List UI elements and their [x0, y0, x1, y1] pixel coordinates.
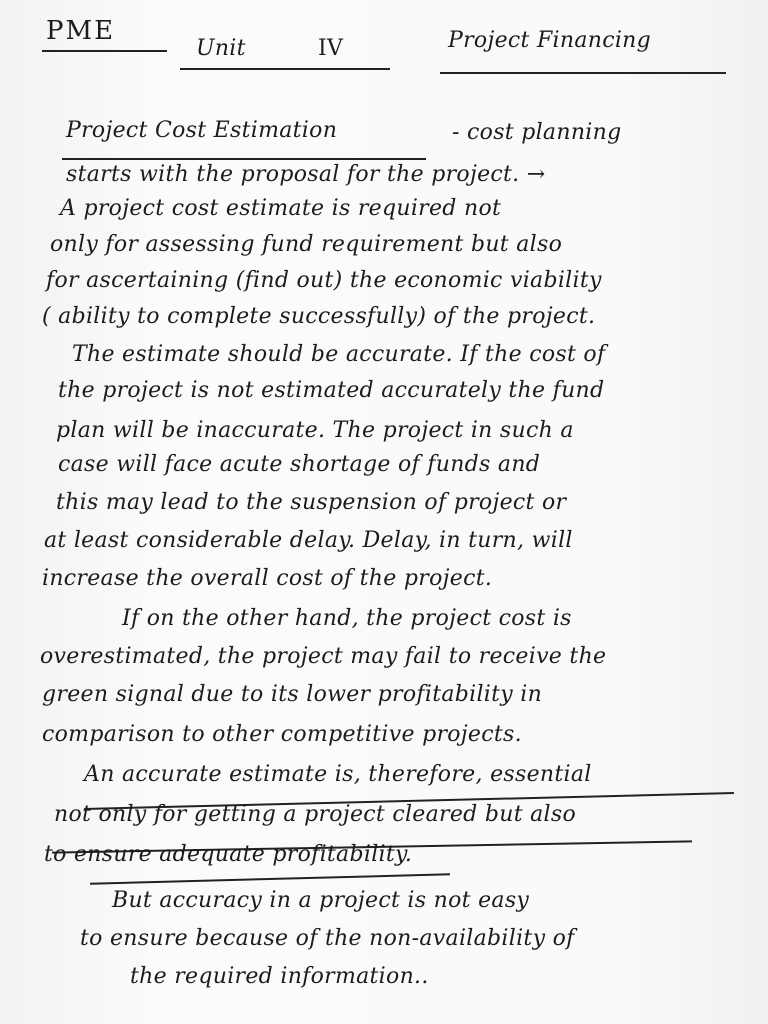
note-line: overestimated, the project may fail to receive the [40, 644, 607, 669]
note-line: green signal due to its lower profitability in [42, 682, 543, 707]
note-line: comparison to other competitive projects. [42, 722, 522, 747]
topic-title: Project Financing [448, 28, 652, 53]
unit-underline [180, 68, 390, 70]
note-line: An accurate estimate is, therefore, essential [84, 762, 592, 787]
note-line: ( ability to complete successfully) of the project. [42, 304, 596, 329]
emphasis-underline [90, 873, 450, 884]
note-line: If on the other hand, the project cost is [122, 606, 572, 631]
note-line: the required information.. [130, 964, 429, 989]
note-line: the project is not estimated accurately the fund [58, 378, 605, 403]
note-line: not only for getting a project cleared but also [54, 802, 577, 827]
note-line: increase the overall cost of the project. [42, 566, 493, 591]
topic-underline [440, 72, 726, 74]
section-heading-underline [62, 158, 426, 160]
note-line: starts with the proposal for the project. → [66, 162, 546, 187]
section-heading: Project Cost Estimation [66, 118, 338, 143]
course-title: PME [46, 16, 116, 46]
note-line: The estimate should be accurate. If the cost of [72, 342, 606, 367]
note-line: only for assessing fund requirement but also [50, 232, 563, 257]
note-line: this may lead to the suspension of project or [56, 490, 567, 515]
note-line: to ensure because of the non-availability of [80, 926, 575, 951]
note-line: at least considerable delay. Delay, in turn, will [44, 528, 573, 553]
unit-number: IV [318, 36, 344, 61]
note-line: But accuracy in a project is not easy [112, 888, 530, 913]
note-line: for ascertaining (find out) the economic viability [46, 268, 602, 293]
note-line: case will face acute shortage of funds and [58, 452, 541, 477]
unit-label: Unit [196, 36, 246, 61]
course-title-underline [42, 50, 167, 52]
note-line: to ensure adequate profitability. [44, 842, 413, 867]
section-heading-continuation: - cost planning [452, 120, 622, 145]
note-line: plan will be inaccurate. The project in such a [56, 418, 574, 443]
note-line: A project cost estimate is required not [60, 196, 502, 221]
